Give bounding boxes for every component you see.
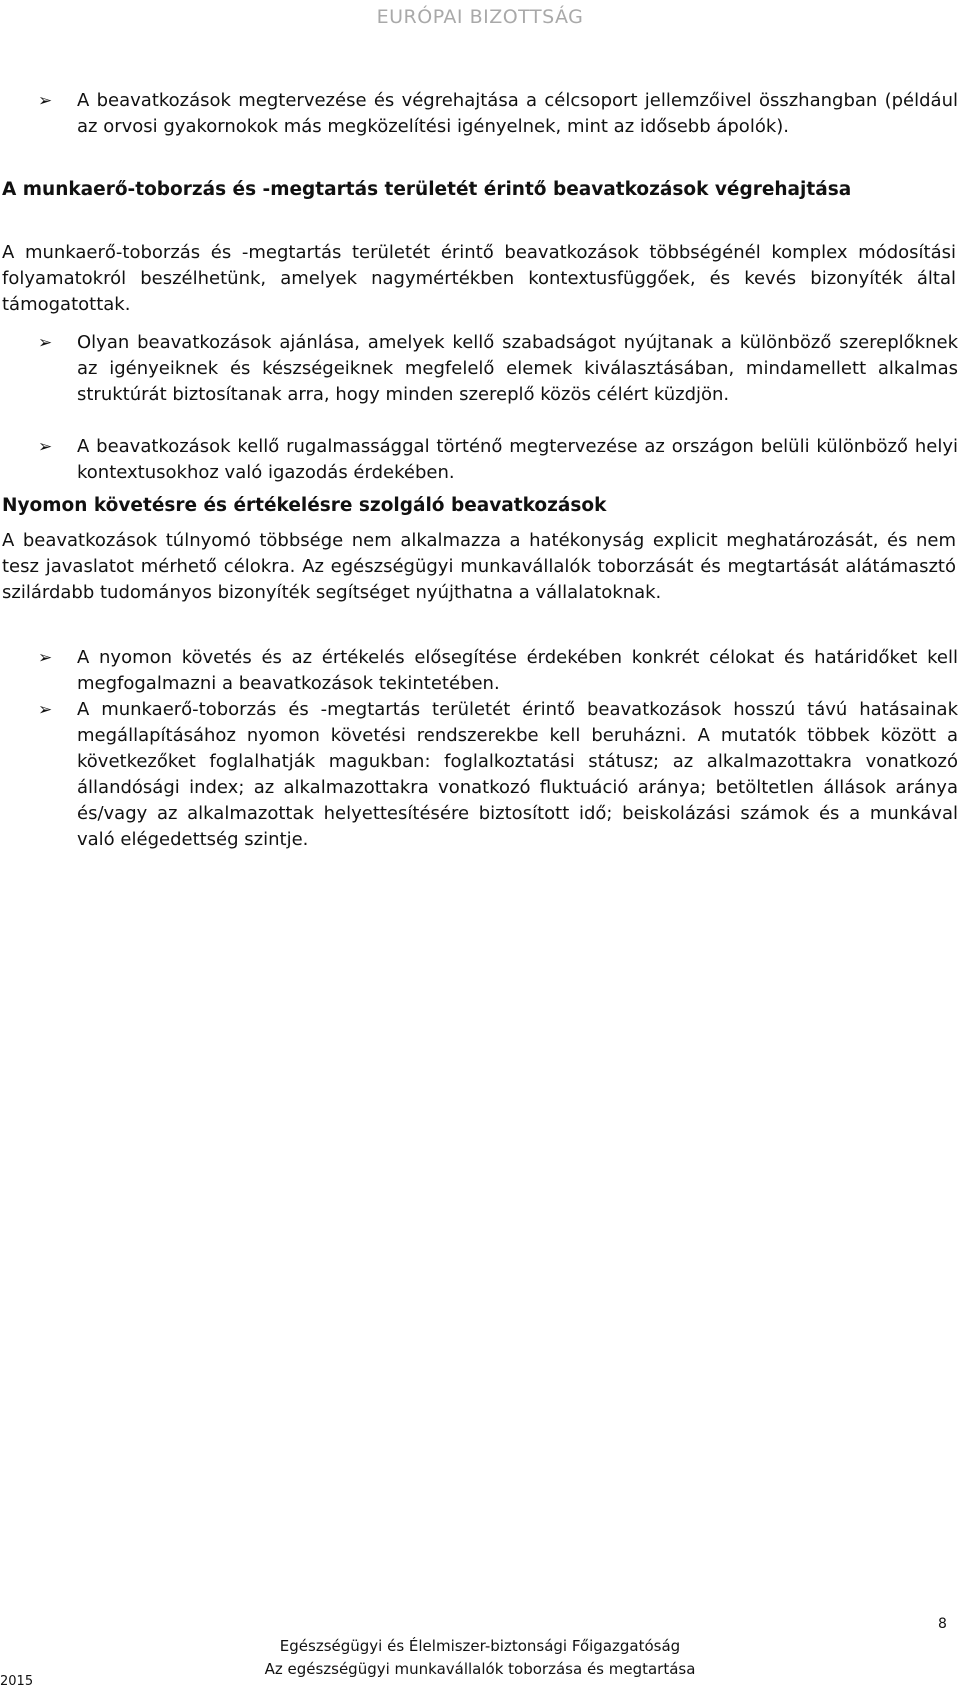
section1-bullet-1	[8, 330, 958, 408]
section2-bullet-2	[8, 697, 958, 853]
section1-bullet-1-text: Olyan beavatkozások ajánlása, amelyek kellő szabadságot nyújtanak a különböző szereplőknek az igényeiknek és készségeiknek megfelelő elemek kiválasztásában, mindamellett alkalmas struktúrát biztosítanak arra, hogy minden szereplő közös célért küzdjön.	[77, 332, 958, 405]
section2-bullet-1-text: A nyomon követés és az értékelés elősegítése érdekében konkrét célokat és határidőket kell megfogalmazni a beavatkozások tekintetében.	[77, 647, 958, 694]
bullet-intro-text: A beavatkozások megtervezése és végrehajtása a célcsoport jellemzőivel összhangban (például az orvosi gyakornokok más megközelítési igényelnek, mint az idősebb ápolók).	[77, 90, 958, 137]
document-header: EURÓPAI BIZOTTSÁG	[376, 6, 584, 28]
page-number: 8	[938, 1616, 947, 1632]
footer-organization: Egészségügyi és Élelmiszer-biztonsági Főigazgatóság	[279, 1637, 681, 1655]
footer-subtitle: Az egészségügyi munkavállalók toborzása és megtartása	[264, 1660, 696, 1678]
footer-year: 2015	[0, 1674, 34, 1689]
section1-bullet-2	[8, 434, 958, 486]
bullet-intro	[8, 88, 958, 140]
section2-heading: Nyomon követésre és értékelésre szolgáló beavatkozások	[2, 495, 607, 516]
arrow-bullet-icon: ➢	[38, 333, 53, 353]
section2-bullet-2-text: A munkaerő-toborzás és -megtartás területét érintő beavatkozások hosszú távú hatásainak megállapításához nyomon követési rendszerekbe kell beruházni. A mutatók többek között a következőket foglalhatják magukban: foglalkoztatási státusz; az alkalmazottakra vonatkozó állandósági index; az alkalmazottakra vonatkozó fluktuáció aránya; betöltetlen állások aránya és/vagy az alkalmazottak helyettesítésére biztosított idő; beiskolázási számok és a munkával való elégedettség szintje.	[77, 699, 958, 850]
arrow-bullet-icon: ➢	[38, 648, 53, 668]
section2-paragraph: A beavatkozások túlnyomó többsége nem alkalmazza a hatékonyság explicit meghatározását, és nem tesz javaslatot mérhető célokra. Az egészségügyi munkavállalók toborzását és megtartását alátámasztó szilárdabb tudományos bizonyíték segítséget nyújthatna a vállalatoknak.	[2, 530, 956, 603]
arrow-bullet-icon: ➢	[38, 437, 53, 457]
arrow-bullet-icon: ➢	[38, 91, 53, 111]
section2-bullet-1	[8, 645, 958, 697]
arrow-bullet-icon: ➢	[38, 700, 53, 720]
section1-paragraph: A munkaerő-toborzás és -megtartás területét érintő beavatkozások többségénél komplex módosítási folyamatokról beszélhetünk, amelyek nagymértékben kontextusfüggőek, és kevés bizonyíték által támogatottak.	[2, 242, 956, 315]
section1-heading: A munkaerő-toborzás és -megtartás területét érintő beavatkozások végrehajtása	[2, 179, 852, 200]
section1-bullet-2-text: A beavatkozások kellő rugalmassággal történő megtervezése az országon belüli különböző helyi kontextusokhoz való igazodás érdekében.	[77, 436, 958, 483]
